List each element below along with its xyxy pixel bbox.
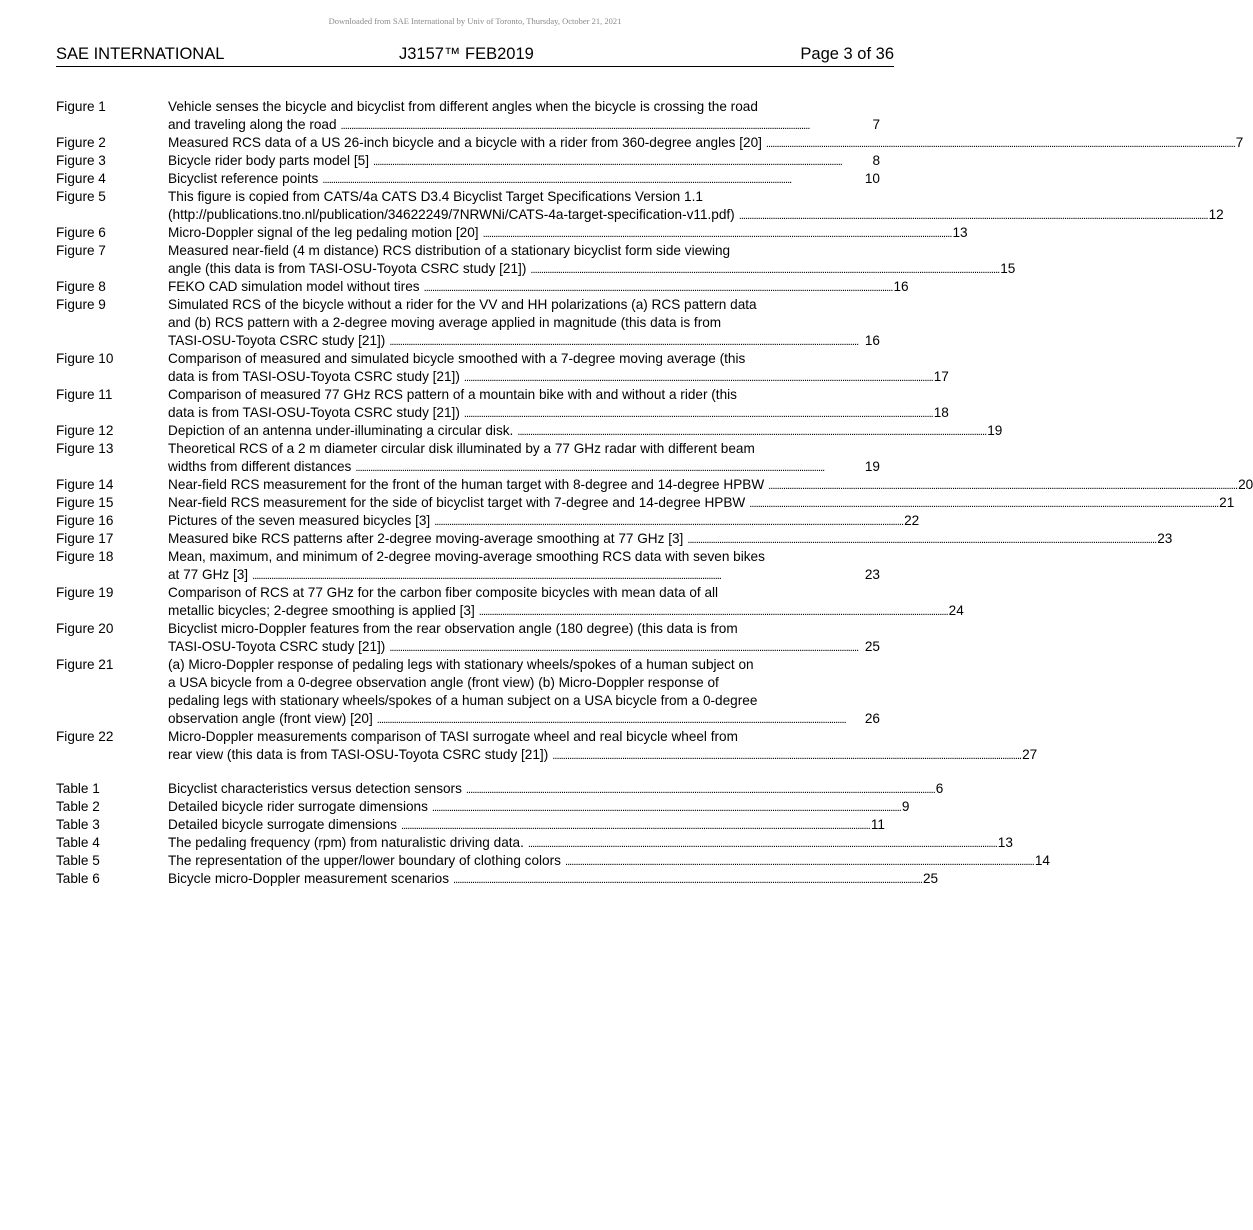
caption-last-line — [168, 458, 880, 476]
caption-text: Micro-Doppler signal of the leg pedaling motion [20] — [168, 225, 479, 240]
dot-leader — [565, 852, 1033, 870]
figure-entry[interactable] — [56, 620, 880, 656]
caption-last-line — [168, 816, 885, 834]
table-entry[interactable] — [56, 816, 885, 834]
figure-entry[interactable] — [56, 224, 968, 242]
caption-text: at 77 GHz [3] — [168, 567, 249, 582]
caption-line: a USA bicycle from a 0-degree observation angle (front view) (b) Micro-Doppler response of — [168, 675, 719, 690]
figure-caption — [168, 476, 1253, 494]
figure-page-number[interactable]: 13 — [952, 225, 968, 240]
list-of-figures-and-tables — [56, 98, 1253, 888]
figure-page-number[interactable]: 10 — [864, 171, 880, 186]
table-number: Table 6 — [56, 871, 100, 886]
figure-page-number[interactable]: 8 — [872, 153, 880, 168]
caption-last-line — [168, 852, 1050, 870]
table-entry[interactable] — [56, 780, 944, 798]
figure-entry[interactable] — [56, 422, 1003, 440]
caption-text: Measured RCS data of a US 26-inch bicycle and a bicycle with a rider from 360-degree angles [20] — [168, 135, 762, 150]
table-entry[interactable] — [56, 870, 939, 888]
figure-page-number[interactable]: 21 — [1219, 495, 1235, 510]
figure-number: Figure 17 — [56, 531, 114, 546]
figure-caption — [168, 296, 880, 350]
caption-last-line — [168, 278, 909, 296]
figure-caption — [168, 188, 1224, 224]
figure-number: Figure 20 — [56, 621, 114, 636]
figure-number: Figure 4 — [56, 171, 106, 186]
dot-leader — [389, 638, 863, 656]
caption-text: observation angle (front view) [20] — [168, 711, 373, 726]
table-entry[interactable] — [56, 834, 1013, 852]
caption-text: (http://publications.tno.nl/publication/34622249/7NRWNi/CATS-4a-target-specification-v11.pdf) — [168, 207, 735, 222]
dot-leader — [739, 206, 1207, 224]
caption-line: Measured near-field (4 m distance) RCS distribution of a stationary bicyclist form side viewing — [168, 243, 731, 258]
caption-text: FEKO CAD simulation model without tires — [168, 279, 420, 294]
caption-last-line — [168, 368, 949, 386]
figure-page-number[interactable]: 19 — [987, 423, 1003, 438]
figure-caption — [168, 170, 880, 188]
figure-caption — [168, 620, 880, 656]
caption-last-line — [168, 710, 880, 728]
table-number: Table 5 — [56, 853, 100, 868]
dot-leader — [341, 116, 871, 134]
caption-line: Micro-Doppler measurements comparison of TASI surrogate wheel and real bicycle wheel from — [168, 729, 738, 744]
list-of-tables — [56, 780, 1050, 888]
caption-text: Measured bike RCS patterns after 2-degree moving-average smoothing at 77 GHz [3] — [168, 531, 684, 546]
caption-text: and traveling along the road — [168, 117, 337, 132]
figure-entry[interactable] — [56, 350, 949, 386]
figure-caption — [168, 656, 880, 728]
figure-entry[interactable] — [56, 188, 1224, 224]
download-watermark-note: Downloaded from SAE International by Univ of Toronto, Thursday, October 21, 2021 — [328, 16, 622, 26]
caption-last-line — [168, 206, 1224, 224]
caption-line: pedaling legs with stationary wheels/spokes of a human subject on a USA bicycle from a 0-degree — [168, 693, 758, 708]
caption-last-line — [168, 512, 919, 530]
caption-line: Mean, maximum, and minimum of 2-degree moving-average smoothing RCS data with seven bikes — [168, 549, 765, 564]
figure-caption — [168, 584, 964, 620]
table-caption — [168, 852, 1050, 870]
dot-leader — [466, 780, 934, 798]
figure-entry[interactable] — [56, 386, 949, 422]
figure-caption — [168, 242, 1015, 278]
figure-page-number[interactable]: 12 — [1208, 207, 1224, 222]
document-id: J3157™ FEB2019 — [399, 45, 534, 63]
caption-last-line — [168, 260, 1015, 278]
caption-line: Vehicle senses the bicycle and bicyclist from different angles when the bicycle is crossing the road — [168, 99, 758, 114]
page-header — [56, 44, 894, 67]
section-gap — [56, 764, 880, 780]
caption-text: rear view (this data is from TASI-OSU-Toyota CSRC study [21]) — [168, 747, 549, 762]
figure-number: Figure 18 — [56, 549, 114, 564]
dot-leader — [464, 368, 932, 386]
figure-entry[interactable] — [56, 656, 880, 728]
caption-line: This figure is copied from CATS/4a CATS D3.4 Bicyclist Target Specifications Version 1.1 — [168, 189, 703, 204]
table-caption — [168, 870, 938, 888]
figure-number: Figure 11 — [56, 387, 113, 402]
dot-leader — [766, 134, 1234, 152]
caption-last-line — [168, 422, 1002, 440]
figure-caption — [168, 386, 949, 422]
caption-last-line — [168, 170, 880, 188]
caption-last-line — [168, 404, 949, 422]
caption-text: Near-field RCS measurement for the side of bicyclist target with 7-degree and 14-degree HPBW — [168, 495, 746, 510]
caption-text: The representation of the upper/lower boundary of clothing colors — [168, 853, 561, 868]
figure-caption — [168, 728, 1037, 764]
figure-page-number[interactable]: 22 — [904, 513, 920, 528]
figure-caption — [168, 422, 1002, 440]
figure-number: Figure 9 — [56, 297, 106, 312]
dot-leader — [377, 710, 863, 728]
caption-line: Theoretical RCS of a 2 m diameter circular disk illuminated by a 77 GHz radar with different beam — [168, 441, 755, 456]
figure-page-number[interactable]: 23 — [1157, 531, 1173, 546]
dot-leader — [483, 224, 951, 242]
caption-text: Depiction of an antenna under-illuminating a circular disk. — [168, 423, 514, 438]
dot-leader — [432, 798, 900, 816]
figure-entry[interactable] — [56, 152, 880, 170]
table-number: Table 3 — [56, 817, 100, 832]
figure-page-number[interactable]: 7 — [1235, 135, 1244, 150]
table-page-number[interactable]: 11 — [870, 817, 885, 832]
caption-text: data is from TASI-OSU-Toyota CSRC study [21]) — [168, 405, 460, 420]
figure-page-number[interactable]: 7 — [872, 117, 880, 132]
table-caption — [168, 834, 1013, 852]
caption-last-line — [168, 224, 968, 242]
table-page-number[interactable]: 25 — [922, 871, 939, 886]
figure-number: Figure 7 — [56, 243, 106, 258]
dot-leader — [528, 834, 996, 852]
dot-leader — [479, 602, 947, 620]
caption-text: Bicycle rider body parts model [5] — [168, 153, 369, 168]
caption-last-line — [168, 332, 880, 350]
dot-leader — [749, 494, 1217, 512]
figure-caption — [168, 494, 1234, 512]
dot-leader — [373, 152, 870, 170]
caption-last-line — [168, 870, 938, 888]
figure-page-number[interactable]: 19 — [864, 459, 880, 474]
figure-caption — [168, 98, 880, 134]
figure-number: Figure 16 — [56, 513, 114, 528]
figure-page-number[interactable]: 27 — [1022, 747, 1038, 762]
figure-number: Figure 2 — [56, 135, 106, 150]
caption-last-line — [168, 494, 1234, 512]
caption-line: Comparison of measured 77 GHz RCS pattern of a mountain bike with and without a rider (this — [168, 387, 737, 402]
dot-leader — [517, 422, 985, 440]
figure-caption — [168, 278, 909, 296]
figure-page-number[interactable]: 17 — [933, 369, 949, 384]
figure-caption — [168, 224, 968, 242]
caption-text: The pedaling frequency (rpm) from naturalistic driving data. — [168, 835, 524, 850]
table-entry[interactable] — [56, 852, 1050, 870]
caption-last-line — [168, 638, 880, 656]
figure-entry[interactable] — [56, 476, 1253, 494]
figure-number: Figure 19 — [56, 585, 114, 600]
figure-entry[interactable] — [56, 242, 1016, 278]
caption-last-line — [168, 602, 964, 620]
figure-page-number[interactable]: 18 — [933, 405, 949, 420]
figure-page-number[interactable]: 24 — [948, 603, 964, 618]
figure-number: Figure 13 — [56, 441, 114, 456]
caption-last-line — [168, 134, 1243, 152]
dot-leader — [322, 170, 863, 188]
caption-last-line — [168, 530, 1172, 548]
figure-number: Figure 6 — [56, 225, 106, 240]
page-number: Page 3 of 36 — [800, 45, 894, 63]
caption-line: (a) Micro-Doppler response of pedaling legs with stationary wheels/spokes of a human subject on — [168, 657, 754, 672]
figure-entry[interactable] — [56, 296, 880, 350]
caption-last-line — [168, 780, 943, 798]
dot-leader — [401, 816, 869, 834]
table-caption — [168, 816, 885, 834]
table-page-number[interactable]: 13 — [997, 835, 1013, 850]
dot-leader — [768, 476, 1236, 494]
figure-entry[interactable] — [56, 584, 964, 620]
caption-line: and (b) RCS pattern with a 2-degree moving average applied in magnitude (this data is from — [168, 315, 722, 330]
figure-number: Figure 10 — [56, 351, 114, 366]
dot-leader — [464, 404, 932, 422]
publisher-name: SAE INTERNATIONAL — [56, 45, 225, 63]
figure-number: Figure 22 — [56, 729, 114, 744]
figure-page-number[interactable]: 16 — [893, 279, 909, 294]
figure-caption — [168, 350, 949, 386]
figure-caption — [168, 152, 880, 170]
dot-leader — [687, 530, 1155, 548]
figure-number: Figure 14 — [56, 477, 114, 492]
caption-last-line — [168, 152, 880, 170]
caption-last-line — [168, 476, 1253, 494]
figure-entry[interactable] — [56, 98, 880, 134]
table-number: Table 1 — [56, 781, 100, 796]
figure-number: Figure 21 — [56, 657, 114, 672]
caption-last-line — [168, 834, 1013, 852]
caption-text: TASI-OSU-Toyota CSRC study [21]) — [168, 333, 386, 348]
figure-entry[interactable] — [56, 440, 880, 476]
dot-leader — [552, 746, 1020, 764]
table-page-number[interactable]: 6 — [935, 781, 944, 796]
table-page-number[interactable]: 9 — [901, 799, 910, 814]
caption-line: Comparison of RCS at 77 GHz for the carbon fiber composite bicycles with mean data of all — [168, 585, 719, 600]
figure-page-number[interactable]: 16 — [864, 333, 880, 348]
caption-text: TASI-OSU-Toyota CSRC study [21]) — [168, 639, 386, 654]
caption-text: Bicycle micro-Doppler measurement scenarios — [168, 871, 450, 886]
figure-number: Figure 12 — [56, 423, 114, 438]
figure-page-number[interactable]: 25 — [864, 639, 880, 654]
caption-text: Bicyclist characteristics versus detection sensors — [168, 781, 462, 796]
dot-leader — [389, 332, 863, 350]
caption-last-line — [168, 798, 909, 816]
caption-text: Pictures of the seven measured bicycles [3] — [168, 513, 431, 528]
figure-number: Figure 1 — [56, 99, 106, 114]
table-number: Table 2 — [56, 799, 100, 814]
caption-text: angle (this data is from TASI-OSU-Toyota CSRC study [21]) — [168, 261, 527, 276]
caption-last-line — [168, 116, 880, 134]
figure-entry[interactable] — [56, 728, 1038, 764]
figure-number: Figure 15 — [56, 495, 114, 510]
figure-entry[interactable] — [56, 278, 909, 296]
dot-leader — [530, 260, 998, 278]
figure-entry[interactable] — [56, 494, 1235, 512]
figure-caption — [168, 440, 880, 476]
dot-leader — [252, 566, 863, 584]
caption-line: Simulated RCS of the bicycle without a rider for the VV and HH polarizations (a) RCS pattern data — [168, 297, 757, 312]
dot-leader — [355, 458, 863, 476]
figure-caption — [168, 512, 919, 530]
dot-leader — [424, 278, 892, 296]
caption-text: data is from TASI-OSU-Toyota CSRC study [21]) — [168, 369, 460, 384]
figure-page-number[interactable]: 26 — [864, 711, 880, 726]
figure-page-number[interactable]: 15 — [1000, 261, 1016, 276]
table-caption — [168, 798, 909, 816]
caption-line: Bicyclist micro-Doppler features from the rear observation angle (180 degree) (this data is from — [168, 621, 738, 636]
table-caption — [168, 780, 943, 798]
figure-caption — [168, 134, 1243, 152]
caption-text: widths from different distances — [168, 459, 352, 474]
figure-caption — [168, 530, 1172, 548]
list-of-figures — [56, 98, 1253, 764]
dot-leader — [453, 870, 921, 888]
figure-entry[interactable] — [56, 134, 1244, 152]
figure-entry[interactable] — [56, 512, 920, 530]
caption-text: Detailed bicycle rider surrogate dimensions — [168, 799, 428, 814]
table-page-number[interactable]: 14 — [1034, 853, 1050, 868]
figure-page-number[interactable]: 20 — [1238, 477, 1253, 492]
figure-caption — [168, 548, 880, 584]
figure-number: Figure 3 — [56, 153, 106, 168]
figure-entry[interactable] — [56, 530, 1173, 548]
figure-entry[interactable] — [56, 548, 880, 584]
dot-leader — [434, 512, 902, 530]
figure-number: Figure 5 — [56, 189, 106, 204]
caption-text: metallic bicycles; 2-degree smoothing is applied [3] — [168, 603, 475, 618]
figure-page-number[interactable]: 23 — [864, 567, 880, 582]
caption-text: Near-field RCS measurement for the front of the human target with 8-degree and 14-degree HPBW — [168, 477, 765, 492]
caption-line: Comparison of measured and simulated bicycle smoothed with a 7-degree moving average (this — [168, 351, 746, 366]
table-number: Table 4 — [56, 835, 100, 850]
figure-entry[interactable] — [56, 170, 880, 188]
table-entry[interactable] — [56, 798, 910, 816]
caption-text: Bicyclist reference points — [168, 171, 319, 186]
caption-last-line — [168, 746, 1037, 764]
figure-number: Figure 8 — [56, 279, 106, 294]
caption-last-line — [168, 566, 880, 584]
caption-text: Detailed bicycle surrogate dimensions — [168, 817, 397, 832]
